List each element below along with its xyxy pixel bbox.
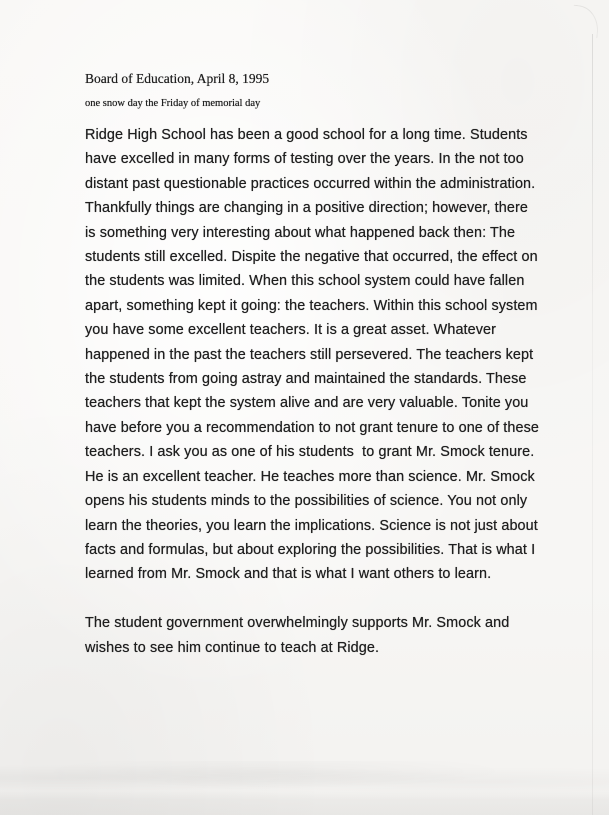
text-line: students still excelled. Dispite the negative that occurred, the effect on	[85, 249, 538, 266]
text-line: learned from Mr. Smock and that is what I want others to learn.	[85, 566, 492, 583]
text-line: teachers. I ask you as one of his students to grant Mr. Smock tenure.	[85, 444, 535, 461]
text-line: Ridge High School has been a good school for a long time. Students	[85, 127, 528, 143]
text-line: wishes to see him continue to teach at Ridge.	[85, 639, 380, 656]
text-line: The student government overwhelmingly supports Mr. Smock and	[85, 615, 510, 632]
letter-heading: Board of Education, April 8, 1995	[85, 71, 270, 86]
text-line: He is an excellent teacher. He teaches more than science. Mr. Smock	[85, 468, 535, 485]
text-line: you have some excellent teachers. It is a great asset. Whatever	[85, 322, 497, 339]
text-line: opens his students minds to the possibilities of science. You not only	[85, 493, 528, 510]
text-line: have before you a recommendation to not grant tenure to one of these	[85, 419, 540, 436]
text-line: is something very interesting about what happened back then: The	[85, 224, 516, 241]
text-line: Thankfully things are changing in a positive direction; however, there	[85, 200, 528, 217]
scan-bottom-edge	[0, 791, 609, 815]
text-line: learn the theories, you learn the implications. Science is not just about	[85, 517, 538, 534]
scan-noise-band	[0, 761, 609, 795]
page-edge-shadow	[592, 34, 593, 815]
letter-subheading: one snow day the Friday of memorial day	[85, 98, 261, 109]
text-line: happened in the past the teachers still persevered. The teachers kept	[85, 346, 534, 363]
text-line: the students was limited. When this school system could have fallen	[85, 273, 525, 290]
text-line: teachers that kept the system alive and are very valuable. Tonite you	[85, 395, 529, 412]
paragraph-closing	[85, 611, 555, 660]
page-corner-curl	[570, 5, 600, 39]
text-line: apart, something kept it going: the teachers. Within this school system	[85, 297, 538, 314]
text-line: the students from going astray and maintained the standards. These	[85, 371, 527, 388]
text-line: have excelled in many forms of testing over the years. In the not too	[85, 151, 524, 168]
paragraph-body	[85, 123, 555, 587]
letter-content	[85, 71, 555, 660]
text-line: distant past questionable practices occurred within the administration.	[85, 175, 536, 192]
text-line: facts and formulas, but about exploring the possibilities. That is what I	[85, 541, 536, 558]
